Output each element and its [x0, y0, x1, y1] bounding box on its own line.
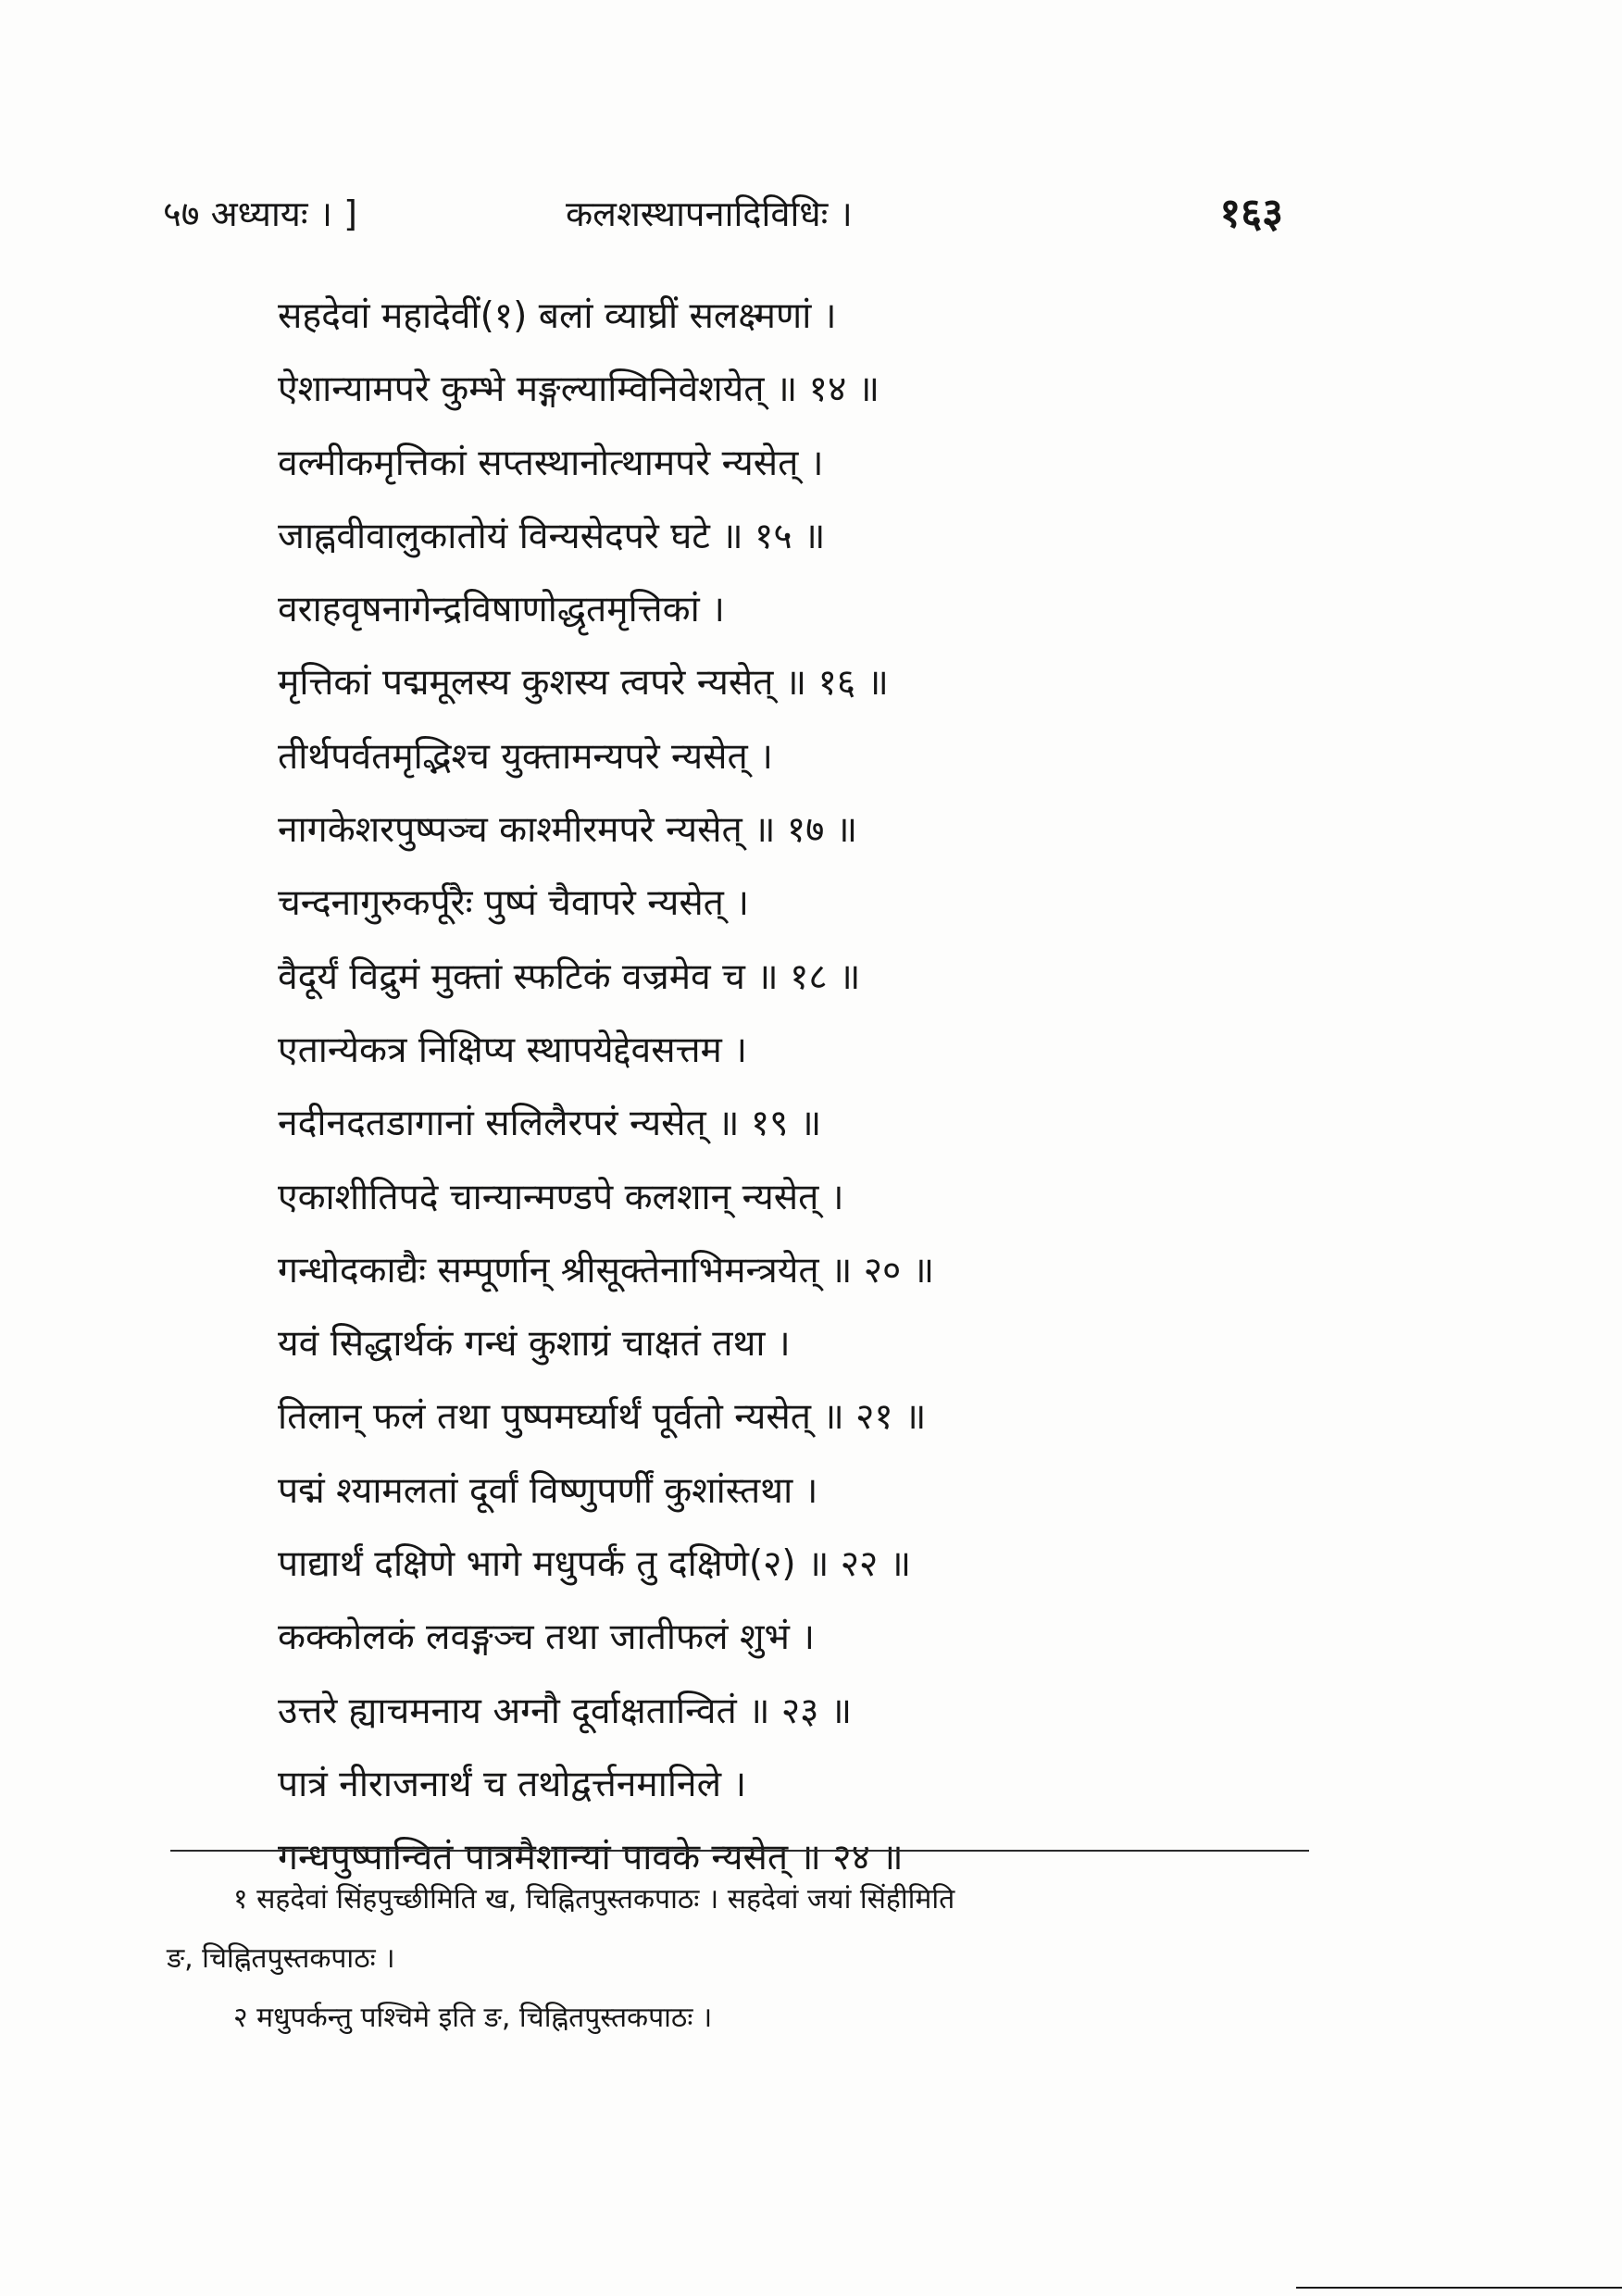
verse-line: पात्रं नीराजनार्थं च तथोद्वर्त्तनमानिले । — [278, 1763, 747, 1805]
verse-line: तिलान् फलं तथा पुष्पमर्घ्यार्थं पूर्वतो न्यसेत् ॥ २१ ॥ — [278, 1396, 927, 1439]
verse-line: सहदेवां महादेवीं(१) बलां व्याघ्रीं सलक्ष्मणां । — [278, 295, 837, 337]
footnote-1: १ सहदेवां सिंहपुच्छीमिति ख, चिह्नितपुस्तकपाठः । सहदेवां जयां सिंहीमिति — [233, 1883, 955, 1915]
chapter-label: ५७ अध्यायः । ] — [163, 193, 357, 234]
verse-line: वल्मीकमृत्तिकां सप्तस्थानोत्थामपरे न्यसेत् । — [278, 442, 824, 484]
scan-edge-line — [1296, 2287, 1622, 2289]
verse-line: पद्मं श्यामलतां दूर्वां विष्णुपर्णीं कुशांस्तथा । — [278, 1469, 818, 1512]
verse-line: उत्तरे ह्याचमनाय अग्नौ दूर्वाक्षतान्वितं ॥ २३ ॥ — [278, 1690, 853, 1732]
verse-line: एतान्येकत्र निक्षिप्य स्थापयेद्देवसत्तम । — [278, 1029, 748, 1071]
verse-line: कक्कोलकं लवङ्गञ्च तथा जातीफलं शुभं । — [278, 1616, 816, 1659]
verse-line: एकाशीतिपदे चान्यान्मण्डपे कलशान् न्यसेत् । — [278, 1176, 844, 1218]
verse-line: जाह्नवीवालुकातोयं विन्यसेदपरे घटे ॥ १५ ॥ — [278, 515, 826, 557]
footnote-1-continuation: ङ, चिह्नितपुस्तकपाठः । — [167, 1942, 395, 1975]
footnotes — [167, 1870, 1333, 2048]
verse-line: गन्धोदकाद्यैः सम्पूर्णान् श्रीसूक्तेनाभिमन्त्रयेत् ॥ २० ॥ — [278, 1249, 935, 1292]
page-header — [163, 181, 1283, 246]
verse-line: वैदूर्यं विद्रुमं मुक्तां स्फटिकं वज्रमेव च ॥ १८ ॥ — [278, 955, 861, 998]
running-title: कलशस्थापनादिविधिः । — [566, 193, 853, 234]
verse-line: तीर्थपर्वतमृद्भिश्च युक्तामन्यपरे न्यसेत् । — [278, 735, 773, 778]
verse-line: ऐशान्यामपरे कुम्भे मङ्गल्याम्विनिवेशयेत् ॥ १४ ॥ — [278, 368, 880, 411]
verse-block — [278, 280, 1342, 1895]
verse-line: नदीनदतडागानां सलिलैरपरं न्यसेत् ॥ १९ ॥ — [278, 1103, 822, 1145]
verse-line: गन्धपुष्पान्वितं पात्रमैशान्यां पावके न्यसेत् ॥ २४ ॥ — [278, 1837, 904, 1879]
footnote-divider — [170, 1850, 1309, 1852]
verse-line: चन्दनागुरुकर्पूरैः पुष्पं चैवापरे न्यसेत् । — [278, 882, 750, 925]
footnote-2: २ मधुपर्कन्तु पश्चिमे इति ङ, चिह्नितपुस्तकपाठः । — [233, 2002, 713, 2034]
verse-line: नागकेशरपुष्पञ्च काश्मीरमपरे न्यसेत् ॥ १७ ॥ — [278, 809, 858, 852]
verse-line: वराहवृषनागेन्द्रविषाणोद्धृतमृत्तिकां । — [278, 589, 725, 631]
verse-line: पाद्यार्थं दक्षिणे भागे मधुपर्कं तु दक्षिणे(२) ॥ २२ ॥ — [278, 1543, 912, 1586]
verse-line: मृत्तिकां पद्ममूलस्य कुशस्य त्वपरे न्यसेत् ॥ १६ ॥ — [278, 662, 889, 705]
verse-line: यवं सिद्धार्थकं गन्धं कुशाग्रं चाक्षतं तथा । — [278, 1323, 791, 1366]
page-number: १६३ — [1219, 190, 1283, 237]
